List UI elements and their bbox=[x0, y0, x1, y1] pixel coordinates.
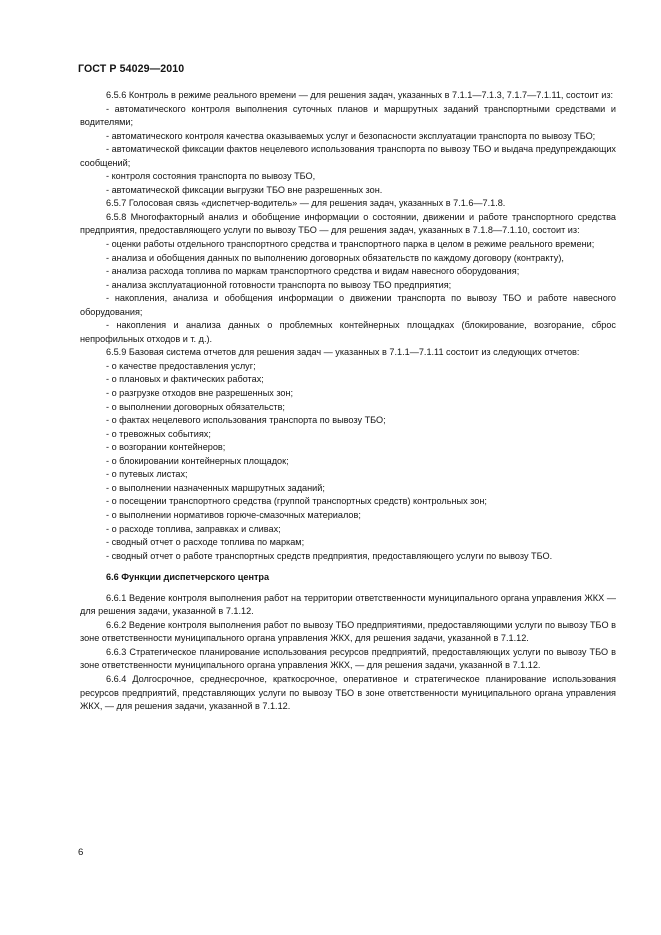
list-item: - о путевых листах; bbox=[106, 469, 188, 480]
list-item: - о выполнении договорных обязательств; bbox=[106, 401, 285, 412]
paragraph: 6.5.9 Базовая система отчетов для решения задач — указанных в 7.1.1—7.1.11 состоит из следующих отчетов: bbox=[106, 347, 580, 358]
paragraph: 6.6.1 Ведение контроля выполнения работ на территории ответственности муниципального органа управления ЖКХ — для решения задачи, указанной в 7.1.12. bbox=[80, 592, 616, 617]
list-item: - автоматического контроля качества оказываемых услуг и безопасности эксплуатации транспорта по вывозу ТБО; bbox=[106, 130, 596, 141]
list-item: - о блокировании контейнерных площадок; bbox=[106, 455, 289, 466]
list-item: - автоматического контроля выполнения суточных планов и маршрутных заданий транспортными средствами и водителями; bbox=[80, 103, 616, 128]
list-item: - анализа расхода топлива по маркам транспортного средства и видам навесного оборудования; bbox=[106, 266, 520, 277]
list-item: - о фактах нецелевого использования транспорта по вывозу ТБО; bbox=[106, 415, 386, 426]
list-item: - о выполнении назначенных маршрутных заданий; bbox=[106, 482, 325, 493]
paragraph: 6.6.2 Ведение контроля выполнения работ по вывозу ТБО предприятиями, предоставляющими услуги по вывозу ТБО в зоне ответственности муниципального органа управления ЖКХ, для решения задачи, указанной в 7.1.12. bbox=[80, 619, 616, 644]
document-header: ГОСТ Р 54029—2010 bbox=[78, 63, 185, 75]
page-number: 6 bbox=[78, 847, 84, 858]
list-item: - анализа эксплуатационной готовности транспорта по вывозу ТБО предприятия; bbox=[106, 279, 452, 290]
list-item: - о качестве предоставления услуг; bbox=[106, 360, 256, 371]
paragraph: 6.5.7 Голосовая связь «диспетчер-водитель» — для решения задач, указанных в 7.1.6—7.1.8. bbox=[106, 198, 506, 209]
list-item: - о посещении транспортного средства (группой транспортных средств) контрольных зон; bbox=[106, 496, 487, 507]
paragraph: 6.5.6 Контроль в режиме реального времени — для решения задач, указанных в 7.1.1—7.1.3, 7.1.7—7.1.11, состоит из: bbox=[106, 90, 614, 100]
list-item: - сводный отчет о работе транспортных средств предприятия, предоставляющего услуги по вывозу ТБО. bbox=[106, 550, 553, 561]
list-item: - автоматической фиксации фактов нецелевого использования транспорта по вывозу ТБО и выдача предупреждающих сообщений; bbox=[80, 144, 616, 168]
list-item: - о расходе топлива, заправках и сливах; bbox=[106, 523, 281, 534]
list-item: - анализа и обобщения данных по выполнению договорных обязательств по каждому договору (контракту), bbox=[106, 252, 564, 263]
list-item: - о выполнении нормативов горюче-смазочных материалов; bbox=[106, 509, 361, 520]
paragraph: 6.6.3 Стратегическое планирование использования ресурсов предприятий, предоставляющих услуги по вывозу ТБО в зоне ответственности муниципального органа управления ЖКХ, — для решения задачи, указанной в 7.1.12. bbox=[80, 646, 616, 671]
list-item: - о тревожных событиях; bbox=[106, 428, 211, 439]
list-item: - накопления, анализа и обобщения информации о движении транспорта по вывозу ТБО и работе навесного оборудования; bbox=[80, 293, 616, 317]
list-item: - о плановых и фактических работах; bbox=[106, 374, 264, 385]
section-heading: 6.6 Функции диспетчерского центра bbox=[106, 572, 270, 583]
document-body bbox=[80, 89, 616, 714]
list-item: - оценки работы отдельного транспортного средства и транспортного парка в целом в режиме реального времени; bbox=[106, 239, 595, 250]
paragraph: 6.6.4 Долгосрочное, среднесрочное, краткосрочное, оперативное и стратегическое планирование использования ресурсов предприятий, представляющих услуги по вывозу ТБО в зоне ответственности муниципального органа управления ЖКХ, — для решения задачи, указанной в 7.1.12. bbox=[80, 673, 616, 712]
paragraph: 6.5.8 Многофакторный анализ и обобщение информации о состоянии, движении и работе транспортного средства предприятия, предоставляющего услуги по вывозу ТБО — для решения задач, указанных в 7.1.8—7.1.10, состоит из: bbox=[80, 211, 616, 236]
list-item: - о разгрузке отходов вне разрешенных зон; bbox=[106, 388, 294, 399]
list-item: - контроля состояния транспорта по вывозу ТБО, bbox=[106, 171, 316, 182]
list-item: - автоматической фиксации выгрузки ТБО вне разрешенных зон. bbox=[106, 184, 383, 195]
list-item: - о возгорании контейнеров; bbox=[106, 442, 226, 453]
list-item: - накопления и анализа данных о проблемных контейнерных площадках (блокирование, возгорание, сброс непрофильных отходов и т. д.). bbox=[80, 320, 616, 344]
list-item: - сводный отчет о расходе топлива по маркам; bbox=[106, 537, 305, 548]
